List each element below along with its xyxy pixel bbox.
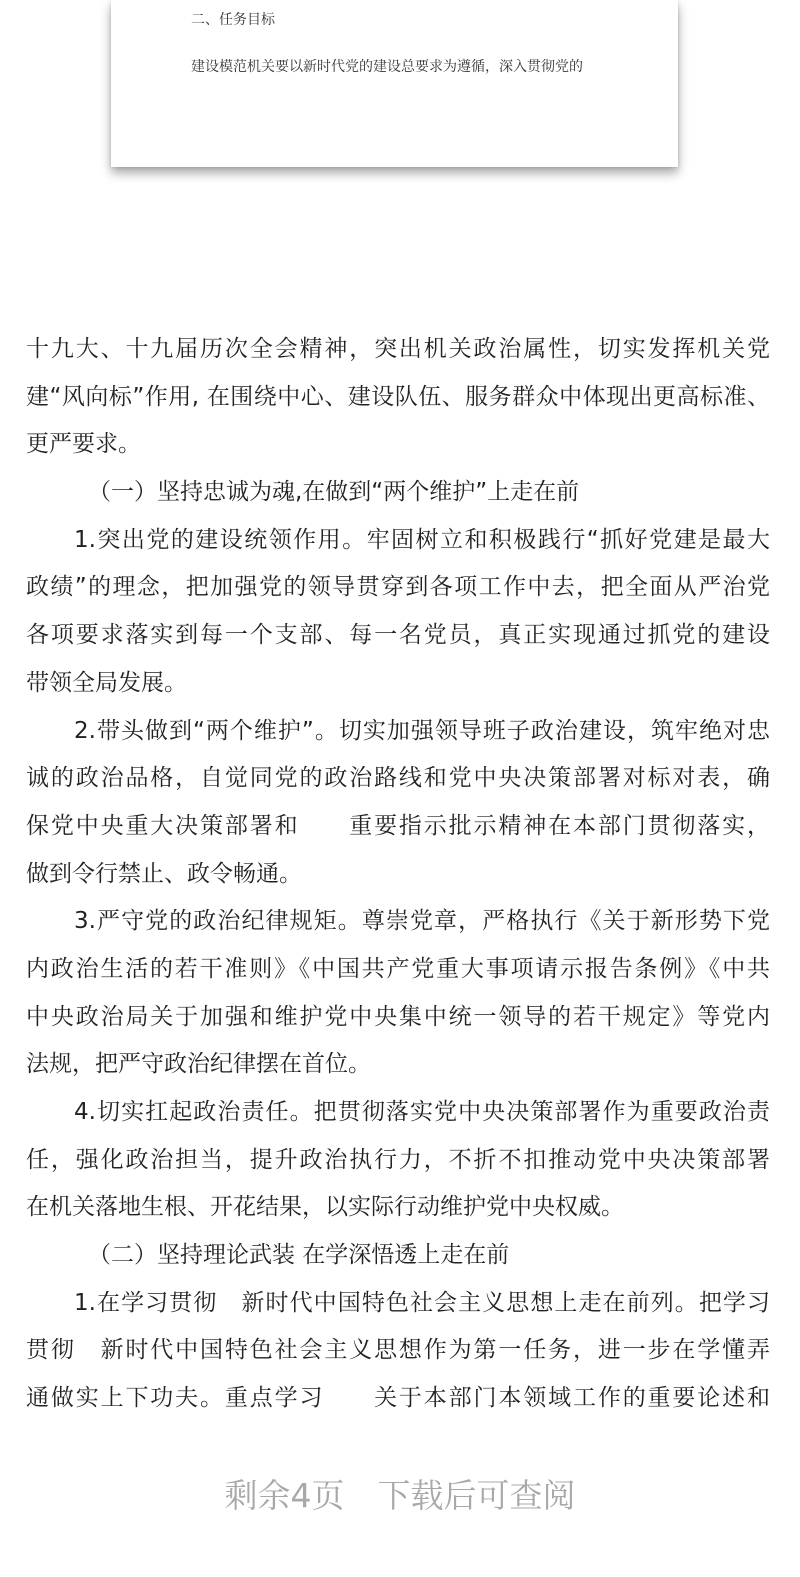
text-line: 1.在学习贯彻 新时代中国特色社会主义思想上走在前列。把学习 (74, 1289, 770, 1316)
text-line: 建“风向标”作用, 在围绕中心、建设队伍、服务群众中体现出更高标准、 (26, 383, 770, 410)
text-line: 通做实上下功夫。重点学习 关于本部门本领域工作的重要论述和 (26, 1385, 770, 1412)
text-line: 4.切实扛起政治责任。把贯彻落实党中央决策部署作为重要政治责 (74, 1099, 770, 1125)
document-body (26, 333, 770, 1430)
text-line: 3.严守党的政治纪律规矩。尊崇党章，严格执行《关于新形势下党 (74, 908, 770, 935)
text-line: 做到令行禁止、政令畅通。 (26, 860, 302, 887)
text-line: 1.突出党的建设统领作用。牢固树立和积极践行“抓好党建是最大 (74, 526, 770, 553)
preview-page-card (111, 0, 678, 167)
text-line: 2.带头做到“两个维护”。切实加强领导班子政治建设，筑牢绝对忠 (74, 717, 770, 744)
text-line: 任，强化政治担当，提升政治执行力，不折不扣推动党中央决策部署 (26, 1146, 770, 1173)
text-line: 十九大、十九届历次全会精神，突出机关政治属性，切实发挥机关党 (26, 336, 770, 362)
text-line: 保党中央重大决策部署和 重要指示批示精神在本部门贯彻落实， (26, 812, 770, 839)
text-line: 内政治生活的若干准则》《中国共产党重大事项请示报告条例》《中共 (26, 955, 770, 982)
section-heading: 二、任务目标 (191, 12, 275, 28)
text-line: （二）坚持理论武装 在学深悟透上走在前 (88, 1242, 510, 1269)
text-line: 各项要求落实到每一个支部、每一名党员，真正实现通过抓党的建设 (26, 622, 770, 649)
text-line: 法规，把严守政治纪律摆在首位。 (26, 1051, 371, 1078)
text-line: 诚的政治品格，自觉同党的政治路线和党中央决策部署对标对表，确 (26, 765, 770, 792)
text-line: 带领全局发展。 (26, 669, 187, 696)
text-line: 中央政治局关于加强和维护党中央集中统一领导的若干规定》等党内 (26, 1003, 770, 1030)
text-line: （一）坚持忠诚为魂,在做到“两个维护”上走在前 (88, 479, 580, 506)
text-line: 贯彻 新时代中国特色社会主义思想作为第一任务，进一步在学懂弄 (26, 1337, 770, 1364)
text-line: 政绩”的理念，把加强党的领导贯穿到各项工作中去，把全面从严治党 (26, 574, 770, 601)
remaining-pages-notice[interactable]: 剩余4页 下载后可查阅 (224, 1476, 576, 1515)
text-line: 更严要求。 (26, 431, 141, 458)
preview-paragraph: 建设模范机关要以新时代党的建设总要求为遵循，深入贯彻党的 (191, 59, 583, 75)
text-line: 在机关落地生根、开花结果，以实际行动维护党中央权威。 (26, 1194, 624, 1221)
